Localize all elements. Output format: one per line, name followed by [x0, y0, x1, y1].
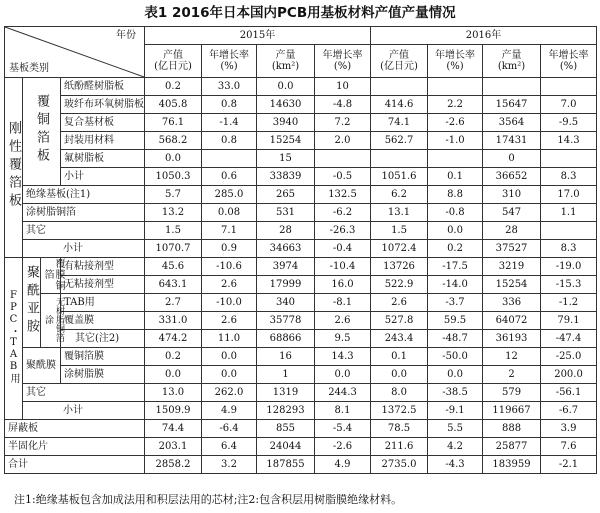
- value-cell: 2.2: [428, 96, 483, 114]
- value-cell: 28: [257, 222, 315, 240]
- value-cell: -2.1: [541, 456, 597, 474]
- row-label: TAB用: [61, 294, 145, 312]
- value-cell: 33839: [257, 168, 315, 186]
- year-axis-label: 年份: [116, 30, 136, 41]
- value-cell: 0.0: [428, 222, 483, 240]
- value-cell: 2.6: [202, 276, 257, 294]
- value-cell: 79.1: [541, 312, 597, 330]
- value-cell: 17.0: [541, 186, 597, 204]
- table-row: [5, 420, 597, 438]
- col-header-value-2016: 产值 (亿日元): [371, 45, 428, 78]
- value-cell: 45.6: [145, 258, 202, 276]
- value-cell: 4.9: [315, 456, 371, 474]
- row-label: 氟树脂板: [61, 150, 145, 168]
- col-header-output-2016: 产量 (km²): [483, 45, 541, 78]
- value-cell: -1.2: [541, 294, 597, 312]
- value-cell: -19.0: [541, 258, 597, 276]
- value-cell: 11.0: [202, 330, 257, 348]
- value-cell: [541, 78, 597, 96]
- value-cell: -4.8: [315, 96, 371, 114]
- table-row: [5, 168, 597, 186]
- value-cell: 34663: [257, 240, 315, 258]
- value-cell: 0.0: [257, 78, 315, 96]
- value-cell: 200.0: [541, 366, 597, 384]
- value-cell: 0.9: [202, 240, 257, 258]
- value-cell: 25877: [483, 438, 541, 456]
- table-row: [5, 294, 597, 312]
- value-cell: 0.0: [145, 366, 202, 384]
- group-rigid: 刚性覆箔板: [5, 78, 23, 258]
- value-cell: 888: [483, 420, 541, 438]
- table-row: [5, 258, 597, 276]
- value-cell: -9.5: [541, 114, 597, 132]
- value-cell: 76.1: [145, 114, 202, 132]
- row-label: 纸酚醛树脂板: [61, 78, 145, 96]
- table-row: [5, 276, 597, 294]
- value-cell: 2858.2: [145, 456, 202, 474]
- value-cell: 28: [483, 222, 541, 240]
- value-cell: 0.0: [202, 366, 257, 384]
- value-cell: 1.1: [541, 204, 597, 222]
- value-cell: 7.0: [541, 96, 597, 114]
- value-cell: -3.7: [428, 294, 483, 312]
- value-cell: 7.6: [541, 438, 597, 456]
- table-row: [5, 366, 597, 384]
- value-cell: -15.3: [541, 276, 597, 294]
- value-cell: [483, 78, 541, 96]
- value-cell: -10.6: [202, 258, 257, 276]
- value-cell: 0.0: [315, 366, 371, 384]
- value-cell: [541, 222, 597, 240]
- value-cell: 16.0: [315, 276, 371, 294]
- value-cell: 265: [257, 186, 315, 204]
- value-cell: 547: [483, 204, 541, 222]
- table-row: [5, 204, 597, 222]
- value-cell: 643.1: [145, 276, 202, 294]
- value-cell: 15254: [257, 132, 315, 150]
- year-2015-header: 2015年: [145, 27, 371, 45]
- value-cell: 0.0: [428, 366, 483, 384]
- value-cell: 1050.3: [145, 168, 202, 186]
- value-cell: 211.6: [371, 438, 428, 456]
- row-label: 合计: [5, 456, 145, 474]
- footnote: 注1:绝缘基板包含加成法用和积层法用的芯材;注2:包含积层用树脂膜绝缘材料。: [14, 493, 403, 506]
- value-cell: -8.1: [315, 294, 371, 312]
- value-cell: -17.5: [428, 258, 483, 276]
- table-row: [5, 348, 597, 366]
- value-cell: 4.2: [428, 438, 483, 456]
- table-row: [5, 402, 597, 420]
- value-cell: 13.1: [371, 204, 428, 222]
- value-cell: 37527: [483, 240, 541, 258]
- value-cell: 8.8: [428, 186, 483, 204]
- value-cell: -2.6: [428, 114, 483, 132]
- row-label: 屏蔽板: [5, 420, 145, 438]
- value-cell: 6.4: [202, 438, 257, 456]
- value-cell: 9.5: [315, 330, 371, 348]
- value-cell: -4.3: [428, 456, 483, 474]
- value-cell: 8.1: [315, 402, 371, 420]
- value-cell: 0.1: [428, 168, 483, 186]
- group-ccl: 覆铜箔板: [23, 78, 61, 186]
- value-cell: 3564: [483, 114, 541, 132]
- row-label: 有粘接剂型: [61, 258, 145, 276]
- table-row: [5, 330, 597, 348]
- value-cell: [315, 150, 371, 168]
- row-label: 覆盖膜: [61, 312, 145, 330]
- value-cell: 2.0: [315, 132, 371, 150]
- pcb-materials-table: [4, 26, 597, 474]
- group-adhesiveless: 无树脂铜箔涂: [41, 294, 61, 348]
- value-cell: 13.2: [145, 204, 202, 222]
- value-cell: 855: [257, 420, 315, 438]
- row-label: 复合基材板: [61, 114, 145, 132]
- group-pet: 聚酰膜: [23, 348, 61, 384]
- value-cell: 579: [483, 384, 541, 402]
- value-cell: 4.9: [202, 402, 257, 420]
- col-header-growth-2016: 年增长率 (%): [428, 45, 483, 78]
- value-cell: 568.2: [145, 132, 202, 150]
- value-cell: 14630: [257, 96, 315, 114]
- table-row: [5, 240, 597, 258]
- value-cell: 527.8: [371, 312, 428, 330]
- value-cell: -38.5: [428, 384, 483, 402]
- value-cell: 13.0: [145, 384, 202, 402]
- value-cell: 12: [483, 348, 541, 366]
- row-label: 小计: [23, 402, 145, 420]
- value-cell: 183959: [483, 456, 541, 474]
- value-cell: 15647: [483, 96, 541, 114]
- group-fpc: FPC・TAB用: [5, 258, 23, 420]
- col-header-output-2015: 产量 (km²): [257, 45, 315, 78]
- row-label: 半固化片: [5, 438, 145, 456]
- value-cell: 187855: [257, 456, 315, 474]
- value-cell: 331.0: [145, 312, 202, 330]
- table-title: 表1 2016年日本国内PCB用基板材料产值产量情况: [144, 5, 456, 21]
- value-cell: 7.1: [202, 222, 257, 240]
- value-cell: -50.0: [428, 348, 483, 366]
- value-cell: 336: [483, 294, 541, 312]
- table-row: [5, 222, 597, 240]
- value-cell: 2.7: [145, 294, 202, 312]
- value-cell: -47.4: [541, 330, 597, 348]
- value-cell: 340: [257, 294, 315, 312]
- row-label: 其它(注2): [61, 330, 145, 348]
- value-cell: 8.0: [371, 384, 428, 402]
- value-cell: 203.1: [145, 438, 202, 456]
- value-cell: 3.2: [202, 456, 257, 474]
- value-cell: 0.6: [202, 168, 257, 186]
- value-cell: 13726: [371, 258, 428, 276]
- value-cell: 8.3: [541, 168, 597, 186]
- value-cell: 8.3: [541, 240, 597, 258]
- value-cell: 68866: [257, 330, 315, 348]
- value-cell: 1: [257, 366, 315, 384]
- value-cell: -6.4: [202, 420, 257, 438]
- col-header-growth-2015: 年增长率 (%): [202, 45, 257, 78]
- value-cell: 36193: [483, 330, 541, 348]
- value-cell: 0.2: [145, 348, 202, 366]
- value-cell: 2.6: [202, 312, 257, 330]
- value-cell: 0.8: [202, 132, 257, 150]
- group-pi: 聚酰亚胺: [23, 258, 41, 348]
- value-cell: -1.0: [428, 132, 483, 150]
- col-header-output-growth-2015: 年增长率 (%): [315, 45, 371, 78]
- value-cell: 1372.5: [371, 402, 428, 420]
- value-cell: [371, 78, 428, 96]
- value-cell: -5.4: [315, 420, 371, 438]
- value-cell: 64072: [483, 312, 541, 330]
- value-cell: -9.1: [428, 402, 483, 420]
- value-cell: -10.0: [202, 294, 257, 312]
- row-label: 覆铜箔膜: [61, 348, 145, 366]
- value-cell: -2.6: [315, 438, 371, 456]
- value-cell: 0.0: [145, 150, 202, 168]
- year-2016-header: 2016年: [371, 27, 597, 45]
- value-cell: 531: [257, 204, 315, 222]
- table-row: [5, 186, 597, 204]
- col-header-output-growth-2016: 年增长率 (%): [541, 45, 597, 78]
- value-cell: 262.0: [202, 384, 257, 402]
- value-cell: 0.08: [202, 204, 257, 222]
- value-cell: -1.4: [202, 114, 257, 132]
- value-cell: 562.7: [371, 132, 428, 150]
- value-cell: 5.7: [145, 186, 202, 204]
- value-cell: 1070.7: [145, 240, 202, 258]
- col-header-value-2015: 产值 (亿日元): [145, 45, 202, 78]
- table-row: [5, 384, 597, 402]
- value-cell: -6.2: [315, 204, 371, 222]
- value-cell: 128293: [257, 402, 315, 420]
- value-cell: 0.0: [371, 366, 428, 384]
- value-cell: [371, 150, 428, 168]
- value-cell: -14.0: [428, 276, 483, 294]
- value-cell: 14.3: [315, 348, 371, 366]
- value-cell: -6.7: [541, 402, 597, 420]
- value-cell: 78.5: [371, 420, 428, 438]
- value-cell: 522.9: [371, 276, 428, 294]
- group-pi-ccl: 覆膜铜箔: [41, 258, 61, 294]
- value-cell: 3.9: [541, 420, 597, 438]
- value-cell: 14.3: [541, 132, 597, 150]
- value-cell: 17431: [483, 132, 541, 150]
- value-cell: 1072.4: [371, 240, 428, 258]
- value-cell: 16: [257, 348, 315, 366]
- value-cell: 3219: [483, 258, 541, 276]
- value-cell: [202, 150, 257, 168]
- value-cell: 1.5: [145, 222, 202, 240]
- corner-header-cell: [5, 27, 145, 78]
- value-cell: 17999: [257, 276, 315, 294]
- value-cell: 0.2: [145, 78, 202, 96]
- value-cell: 59.5: [428, 312, 483, 330]
- table-row: [5, 150, 597, 168]
- value-cell: 1051.6: [371, 168, 428, 186]
- value-cell: -48.7: [428, 330, 483, 348]
- table-row: [5, 114, 597, 132]
- value-cell: 243.4: [371, 330, 428, 348]
- value-cell: 132.5: [315, 186, 371, 204]
- row-label: 无粘接剂型: [61, 276, 145, 294]
- value-cell: -10.4: [315, 258, 371, 276]
- row-label: 封装用材料: [61, 132, 145, 150]
- value-cell: 10: [315, 78, 371, 96]
- row-label: 涂树脂膜: [61, 366, 145, 384]
- row-label: 涂树脂铜箔: [23, 204, 145, 222]
- value-cell: 74.1: [371, 114, 428, 132]
- value-cell: 474.2: [145, 330, 202, 348]
- value-cell: 3940: [257, 114, 315, 132]
- header-row-years: [5, 27, 597, 45]
- value-cell: 310: [483, 186, 541, 204]
- value-cell: 36652: [483, 168, 541, 186]
- value-cell: 24044: [257, 438, 315, 456]
- value-cell: 33.0: [202, 78, 257, 96]
- row-label: 其它: [23, 222, 145, 240]
- row-label: 小计: [23, 240, 145, 258]
- row-label: 小计: [61, 168, 145, 186]
- row-label: 绝缘基板(注1): [23, 186, 145, 204]
- table-row: [5, 438, 597, 456]
- value-cell: [428, 78, 483, 96]
- value-cell: [541, 150, 597, 168]
- value-cell: 1.5: [371, 222, 428, 240]
- value-cell: 74.4: [145, 420, 202, 438]
- value-cell: 0: [483, 150, 541, 168]
- value-cell: -26.3: [315, 222, 371, 240]
- value-cell: 2.6: [371, 294, 428, 312]
- value-cell: 2.6: [315, 312, 371, 330]
- table-row: [5, 132, 597, 150]
- value-cell: 405.8: [145, 96, 202, 114]
- value-cell: 15: [257, 150, 315, 168]
- value-cell: 1509.9: [145, 402, 202, 420]
- value-cell: 0.0: [202, 348, 257, 366]
- value-cell: 414.6: [371, 96, 428, 114]
- value-cell: 3974: [257, 258, 315, 276]
- value-cell: -0.4: [315, 240, 371, 258]
- table-row: [5, 96, 597, 114]
- value-cell: 2735.0: [371, 456, 428, 474]
- value-cell: 285.0: [202, 186, 257, 204]
- table-row: [5, 456, 597, 474]
- value-cell: [428, 150, 483, 168]
- table-row: [5, 78, 597, 96]
- value-cell: 5.5: [428, 420, 483, 438]
- value-cell: 244.3: [315, 384, 371, 402]
- value-cell: -25.0: [541, 348, 597, 366]
- value-cell: -56.1: [541, 384, 597, 402]
- value-cell: 15254: [483, 276, 541, 294]
- row-label: 玻纤布环氧树脂板: [61, 96, 145, 114]
- value-cell: 119667: [483, 402, 541, 420]
- value-cell: 0.2: [428, 240, 483, 258]
- row-label: 其它: [23, 384, 145, 402]
- value-cell: -0.8: [428, 204, 483, 222]
- value-cell: 6.2: [371, 186, 428, 204]
- table-row: [5, 312, 597, 330]
- value-cell: 7.2: [315, 114, 371, 132]
- value-cell: 0.1: [371, 348, 428, 366]
- category-axis-label: 基板类别: [9, 63, 49, 74]
- value-cell: 35778: [257, 312, 315, 330]
- value-cell: -0.5: [315, 168, 371, 186]
- value-cell: 2: [483, 366, 541, 384]
- value-cell: 0.8: [202, 96, 257, 114]
- value-cell: 1319: [257, 384, 315, 402]
